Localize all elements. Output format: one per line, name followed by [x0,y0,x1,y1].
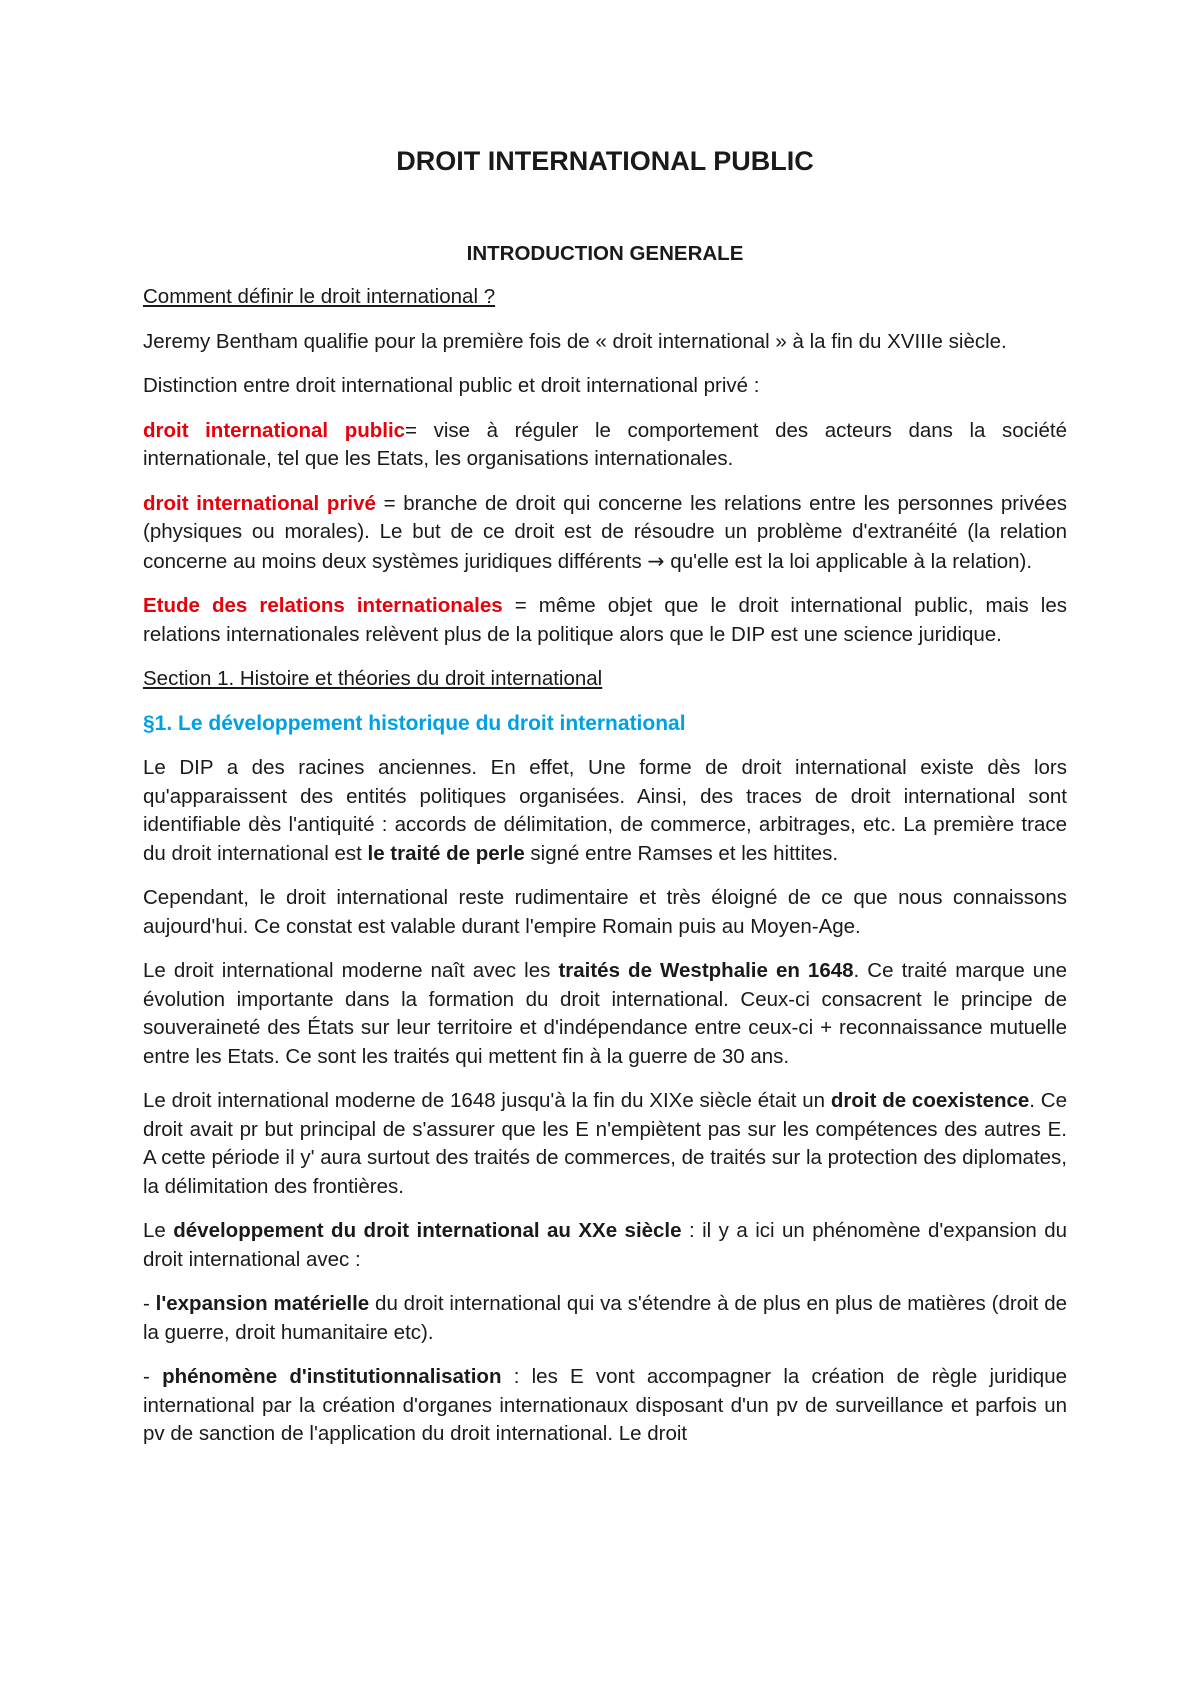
expansion-dash: - [143,1292,156,1315]
moderne-bold: traités de Westphalie en 1648 [558,959,854,982]
definition-dipr-1: = branche de droit qui concerne les relations entre les personnes privées (physiques ou morales). Le but de ce droit est de résoudre un problème d'extranéité (la relation concerne au moins deux systèmes juridiques différents [143,491,1067,573]
racines-text-2: signé entre Ramses et les hittites. [524,841,839,865]
definition-dip: = vise à réguler le comportement des acteurs dans la société internationale, tel que les Etats, les organisations internationales. [143,418,1067,470]
document-subtitle: INTRODUCTION GENERALE [466,242,744,265]
term-relations: Etude des relations internationales [143,594,503,617]
definition-dipr-2: qu'elle est la loi applicable à la relation). [664,549,1033,573]
inst-text: : les E vont accompagner la création de règle juridique international par la création d'organes internationaux disposant d'un pv de surveillance et parfois un pv de sanction de l'application du droit international. Le droit [143,1365,1068,1445]
paragraph-coexistence [143,1087,1067,1201]
term-dipr: droit international privé [143,491,376,515]
paragraph-bentham: Jeremy Bentham qualifie pour la première fois de « droit international » à la fin du XVIIIe siècle. [143,329,1007,353]
moderne-text-1: Le droit international moderne naît avec les [143,959,559,982]
moderne-text-2: . Ce traité marque une évolution importante dans la formation du droit international. Ceux-ci consacrent le principe de souveraineté des États sur leur territoire et d'indépendance entre ceux-ci + reconnaissance mutuelle entre les Etats. Ce sont les traités qui mettent fin à la guerre de 30 ans. [143,959,1067,1068]
xxe-bold: développement du droit international au XXe siècle [173,1219,682,1242]
paragraph-moderne [143,957,1067,1071]
xxe-text-2: : il y a ici un phénomène d'expansion du droit international avec : [143,1219,1068,1271]
subsection-heading-line [143,710,1067,739]
definition-relations: = même objet que le droit international public, mais les relations internationales relèvent plus de la politique alors que le DIP est une science juridique. [143,594,1067,646]
paragraph-relations [143,592,1067,649]
section-1-heading: Section 1. Histoire et théories du droit international [143,667,603,690]
paragraph-1-heading: §1. Le développement historique du droit international [143,711,686,735]
document-body [143,283,1067,1465]
document-title: DROIT INTERNATIONAL PUBLIC [396,146,814,176]
coex-text-2: . Ce droit avait pr but principal de s'assurer que les E n'empiètent pas sur les compétences des autres E. A cette période il y' aura surtout des traités de commerces, de traités sur la protection des diplomates, la délimitation des frontières. [143,1089,1067,1198]
paragraph-cependant: Cependant, le droit international reste rudimentaire et très éloigné de ce que nous connaissons aujourd'hui. Ce constat est valable durant l'empire Romain puis au Moyen-Age. [143,886,1067,938]
racines-bold: le traité de perle [367,841,525,865]
paragraph-institutionnalisation [143,1363,1067,1449]
question-line [143,283,1067,312]
expansion-bold: l'expansion matérielle [155,1292,370,1315]
paragraph-xxe [143,1217,1067,1274]
xxe-text-1: Le [143,1219,174,1242]
term-dip: droit international public [143,418,406,442]
inst-bold: phénomène d'institutionnalisation [162,1365,502,1388]
racines-text-1: Le DIP a des racines anciennes. En effet, Une forme de droit international existe dès lors qu'apparaissent des entités politiques organisées. Ainsi, des traces de droit international sont identifiable dès l'antiquité : accords de délimitation, de commerce, arbitrages, etc. La première trace du droit international est [143,756,1067,865]
paragraph-dipr [143,490,1067,577]
paragraph-distinction: Distinction entre droit international public et droit international privé : [143,374,760,397]
paragraph-racines [143,754,1067,868]
paragraph-expansion [143,1290,1067,1347]
paragraph-dip [143,417,1067,474]
arrow-icon: → [647,548,665,573]
section-heading-line [143,665,1067,694]
expansion-text: du droit international qui va s'étendre à de plus en plus de matières (droit de la guerre, droit humanitaire etc). [143,1292,1067,1344]
coex-text-1: Le droit international moderne de 1648 jusqu'à la fin du XIXe siècle était un [143,1089,831,1112]
inst-dash: - [143,1365,163,1388]
coex-bold: droit de coexistence [830,1089,1030,1112]
question-text: Comment définir le droit international ? [143,285,496,308]
